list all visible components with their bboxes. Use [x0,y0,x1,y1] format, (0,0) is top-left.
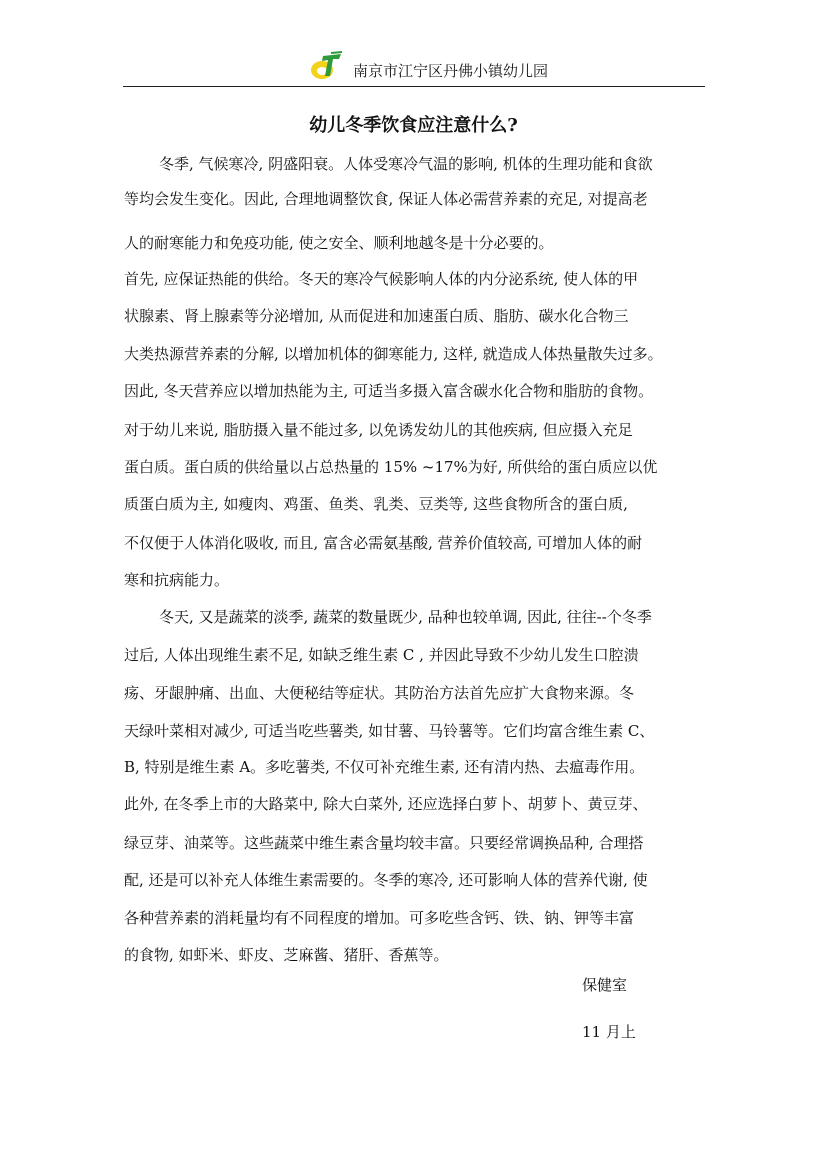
signature-department: 保健室 [582,976,628,994]
paragraph-line: 过后, 人体出现维生素不足, 如缺乏维生素 C , 并因此导致不少幼儿发生口腔溃 [124,646,639,664]
signature-date: 11 月上 [582,1023,636,1041]
paragraph-line: 大类热源营养素的分解, 以增加机体的御寒能力, 这样, 就造成人体热量散失过多。 [124,345,663,363]
paragraph-line: 天绿叶菜相对减少, 可适当吃些薯类, 如甘薯、马铃薯等。它们均富含维生素 C、 [124,722,655,740]
paragraph-line: 人的耐寒能力和免疫功能, 使之安全、顺利地越冬是十分必要的。 [124,234,554,252]
paragraph-line: 疡、牙龈肿痛、出血、大便秘结等症状。其防治方法首先应扩大食物来源。冬 [124,684,635,702]
page-header [123,50,705,87]
paragraph-line: 冬季, 气候寒冷, 阴盛阳衰。人体受寒冷气温的影响, 机体的生理功能和食欲 [159,155,653,173]
paragraph-line: 的食物, 如虾米、虾皮、芝麻酱、猪肝、香蕉等。 [124,946,449,964]
paragraph-line: 质蛋白质为主, 如瘦肉、鸡蛋、鱼类、乳类、豆类等, 这些食物所含的蛋白质, [124,495,628,513]
paragraph-line: 不仅便于人体消化吸收, 而且, 富含必需氨基酸, 营养价值较高, 可增加人体的耐 [124,534,643,552]
paragraph-line: 蛋白质。蛋白质的供给量以占总热量的 15% ~17%为好, 所供给的蛋白质应以优 [124,458,658,476]
school-name: 南京市江宁区丹佛小镇幼儿园 [353,62,549,80]
paragraph-line: 配, 还是可以补充人体维生素需要的。冬季的寒冷, 还可影响人体的营养代谢, 使 [124,871,648,889]
paragraph-line: 寒和抗病能力。 [124,571,230,589]
paragraph-line: 首先, 应保证热能的供给。冬天的寒冷气候影响人体的内分泌系统, 使人体的甲 [124,270,639,288]
paragraph-line: B, 特别是维生素 A。多吃薯类, 不仅可补充维生素, 还有清内热、去瘟毒作用。 [124,758,645,776]
paragraph-line: 对于幼儿来说, 脂肪摄入量不能过多, 以免诱发幼儿的其他疾病, 但应摄入充足 [124,421,633,439]
paragraph-line: 状腺素、肾上腺素等分泌增加, 从而促进和加速蛋白质、脂肪、碳水化合物三 [124,307,629,325]
paragraph-line: 等均会发生变化。因此, 合理地调整饮食, 保证人体必需营养素的充足, 对提高老 [124,190,648,208]
kindergarten-logo-icon [309,50,345,82]
paragraph-line: 因此, 冬天营养应以增加热能为主, 可适当多摄入富含碳水化合物和脂肪的食物。 [124,382,654,400]
paragraph-line: 此外, 在冬季上市的大路菜中, 除大白菜外, 还应选择白萝卜、胡萝卜、黄豆芽、 [124,795,648,813]
paragraph-line: 绿豆芽、油菜等。这些蔬菜中维生素含量均较丰富。只要经常调换品种, 合理搭 [124,834,644,852]
paragraph-line: 冬天, 又是蔬菜的淡季, 蔬菜的数量既少, 品种也较单调, 因此, 往往--个冬季 [159,608,652,626]
document-title: 幼儿冬季饮食应注意什么? [309,115,518,136]
paragraph-line: 各种营养素的消耗量均有不同程度的增加。可多吃些含钙、铁、钠、钾等丰富 [124,909,635,927]
